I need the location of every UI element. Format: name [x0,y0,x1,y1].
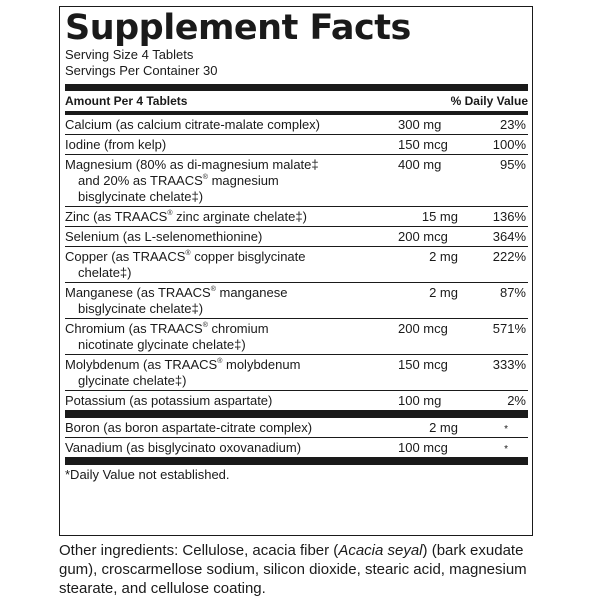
nutrient-name: Magnesium (80% as di-magnesium malate‡ and 20% as TRAACS® magnesium bisglycinate chelate‡) [65,157,319,204]
nutrient-row [65,355,528,391]
footnote: *Daily Value not established. [65,467,230,482]
nutrient-row [65,319,528,355]
nutrient-amount: 2 mg [429,420,458,435]
nutrient-row [65,418,528,438]
nutrient-amount: 400 mg [398,157,442,172]
nutrient-daily-value: 95% [499,157,526,172]
other-ingredients-suffix: ) (bark exudate gum), croscarmellose sodium, silicon dioxide, stearic acid, magnesium stearate, and cellulose coating. [59,542,527,597]
nutrient-row [65,391,528,410]
nutrient-amount: 200 mcg [398,321,448,336]
nutrient-name: Manganese (as TRAACS® manganese bisglycinate chelate‡) [65,285,288,316]
other-ingredients-prefix: Other ingredients: Cellulose, acacia fiber ( [59,542,339,559]
nutrient-row [65,227,528,247]
nutrient-daily-value: 87% [499,285,526,300]
nutrient-daily-value: 571% [492,321,526,336]
nutrient-rows [65,115,528,410]
nutrient-daily-value: 23% [499,117,526,132]
panel-title: Supplement Facts [65,8,411,48]
nutrient-name: Calcium (as calcium citrate-malate complex) [65,117,321,132]
nutrient-amount: 150 mcg [398,357,448,372]
nutrient-daily-value: * [504,424,508,435]
nutrient-daily-value: 136% [492,209,526,224]
nutrient-row [65,247,528,283]
nutrient-daily-value: 2% [507,393,526,408]
divider-thick [65,84,528,91]
nutrient-name: Selenium (as L-selenomethionine) [65,229,263,244]
nutrient-name: Boron (as boron aspartate-citrate complex) [65,420,313,435]
nutrient-row [65,115,528,135]
serving-size: Serving Size 4 Tablets [65,47,194,62]
supplement-facts-panel [59,6,533,536]
nutrient-row [65,155,528,207]
nutrient-row [65,135,528,155]
nutrient-row [65,283,528,319]
nutrient-name: Potassium (as potassium aspartate) [65,393,273,408]
divider-thick [65,457,528,465]
nutrient-name: Iodine (from kelp) [65,137,167,152]
divider-thick [65,410,528,418]
servings-per-container: Servings Per Container 30 [65,63,218,78]
nutrient-amount: 100 mg [398,393,442,408]
nutrient-name: Chromium (as TRAACS® chromium nicotinate glycinate chelate‡) [65,321,269,352]
nutrient-daily-value: 333% [492,357,526,372]
nutrient-daily-value: * [504,444,508,455]
column-header [65,91,528,110]
nutrient-rows-no-dv [65,418,528,457]
nutrient-amount: 200 mcg [398,229,448,244]
nutrient-amount: 150 mcg [398,137,448,152]
nutrient-name: Copper (as TRAACS® copper bisglycinate chelate‡) [65,249,306,280]
nutrient-daily-value: 100% [492,137,526,152]
nutrient-name: Vanadium (as bisglycinato oxovanadium) [65,440,302,455]
nutrient-amount: 100 mcg [398,440,448,455]
nutrient-row [65,438,528,457]
nutrient-daily-value: 364% [492,229,526,244]
other-ingredients [59,541,539,598]
nutrient-row [65,207,528,227]
nutrient-name: Zinc (as TRAACS® zinc arginate chelate‡) [65,209,307,224]
nutrient-name: Molybdenum (as TRAACS® molybdenum glycinate chelate‡) [65,357,301,388]
other-ingredients-latin: Acacia seyal [338,542,423,559]
header-daily-value: % Daily Value [450,93,528,108]
header-amount: Amount Per 4 Tablets [65,93,188,108]
nutrient-daily-value: 222% [492,249,526,264]
nutrient-amount: 2 mg [429,285,458,300]
nutrient-amount: 15 mg [421,209,458,224]
nutrient-amount: 300 mg [398,117,442,132]
nutrient-amount: 2 mg [429,249,458,264]
